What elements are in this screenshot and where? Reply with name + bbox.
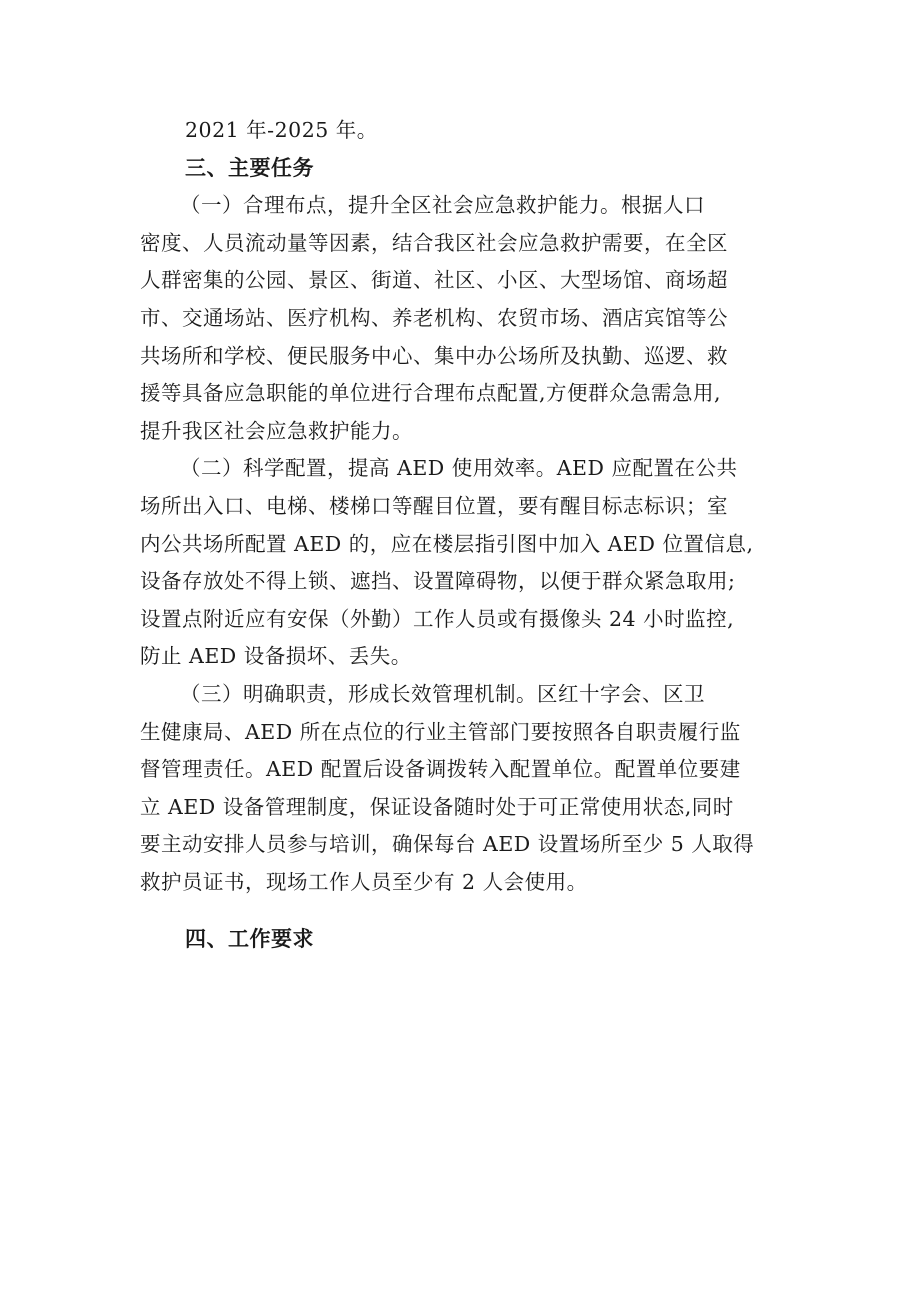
paragraph-line: 要主动安排人员参与培训，确保每台 AED 设置场所至少 5 人取得 — [140, 832, 755, 857]
paragraph-line: （一）合理布点，提升全区社会应急救护能力。根据人口 — [180, 193, 705, 218]
paragraph-line: （二）科学配置，提高 AED 使用效率。AED 应配置在公共 — [180, 456, 738, 481]
section-heading-main-tasks: 三、主要任务 — [185, 155, 314, 180]
paragraph-task-1 — [140, 187, 788, 450]
paragraph-line: 内公共场所配置 AED 的，应在楼层指引图中加入 AED 位置信息, — [140, 531, 754, 556]
paragraph-task-2 — [140, 450, 788, 676]
section-heading-work-requirements: 四、工作要求 — [185, 927, 314, 952]
paragraph-task-3 — [140, 676, 788, 902]
paragraph-line: 市、交通场站、医疗机构、养老机构、农贸市场、酒店宾馆等公 — [140, 305, 728, 330]
paragraph-line: 生健康局、AED 所在点位的行业主管部门要按照各自职责履行监 — [140, 719, 741, 744]
paragraph-line: 立 AED 设备管理制度，保证设备随时处于可正常使用状态,同时 — [140, 794, 734, 819]
paragraph-line: 援等具备应急职能的单位进行合理布点配置,方便群众急需急用, — [140, 381, 722, 406]
paragraph-line: 设备存放处不得上锁、遮挡、设置障碍物，以便于群众紧急取用; — [140, 569, 736, 594]
paragraph-line: 提升我区社会应急救护能力。 — [140, 418, 413, 443]
paragraph-line: 共场所和学校、便民服务中心、集中办公场所及执勤、巡逻、救 — [140, 343, 728, 368]
paragraph-line: （三）明确职责，形成长效管理机制。区红十字会、区卫 — [180, 681, 705, 706]
paragraph-line: 场所出入口、电梯、楼梯口等醒目位置，要有醒目标志标识；室 — [140, 493, 728, 518]
paragraph-line: 救护员证书，现场工作人员至少有 2 人会使用。 — [140, 869, 588, 894]
paragraph-line: 密度、人员流动量等因素，结合我区社会应急救护需要，在全区 — [140, 230, 728, 255]
document-page — [140, 112, 788, 959]
paragraph-line: 设置点附近应有安保（外勤）工作人员或有摄像头 24 小时监控, — [140, 606, 735, 631]
intro-line: 2021 年-2025 年。 — [185, 118, 378, 142]
paragraph-line: 防止 AED 设备损坏、丢失。 — [140, 644, 412, 669]
paragraph-line: 人群密集的公园、景区、街道、社区、小区、大型场馆、商场超 — [140, 268, 728, 293]
paragraph-line: 督管理责任。AED 配置后设备调拨转入配置单位。配置单位要建 — [140, 757, 741, 782]
section-spacer — [140, 901, 788, 921]
